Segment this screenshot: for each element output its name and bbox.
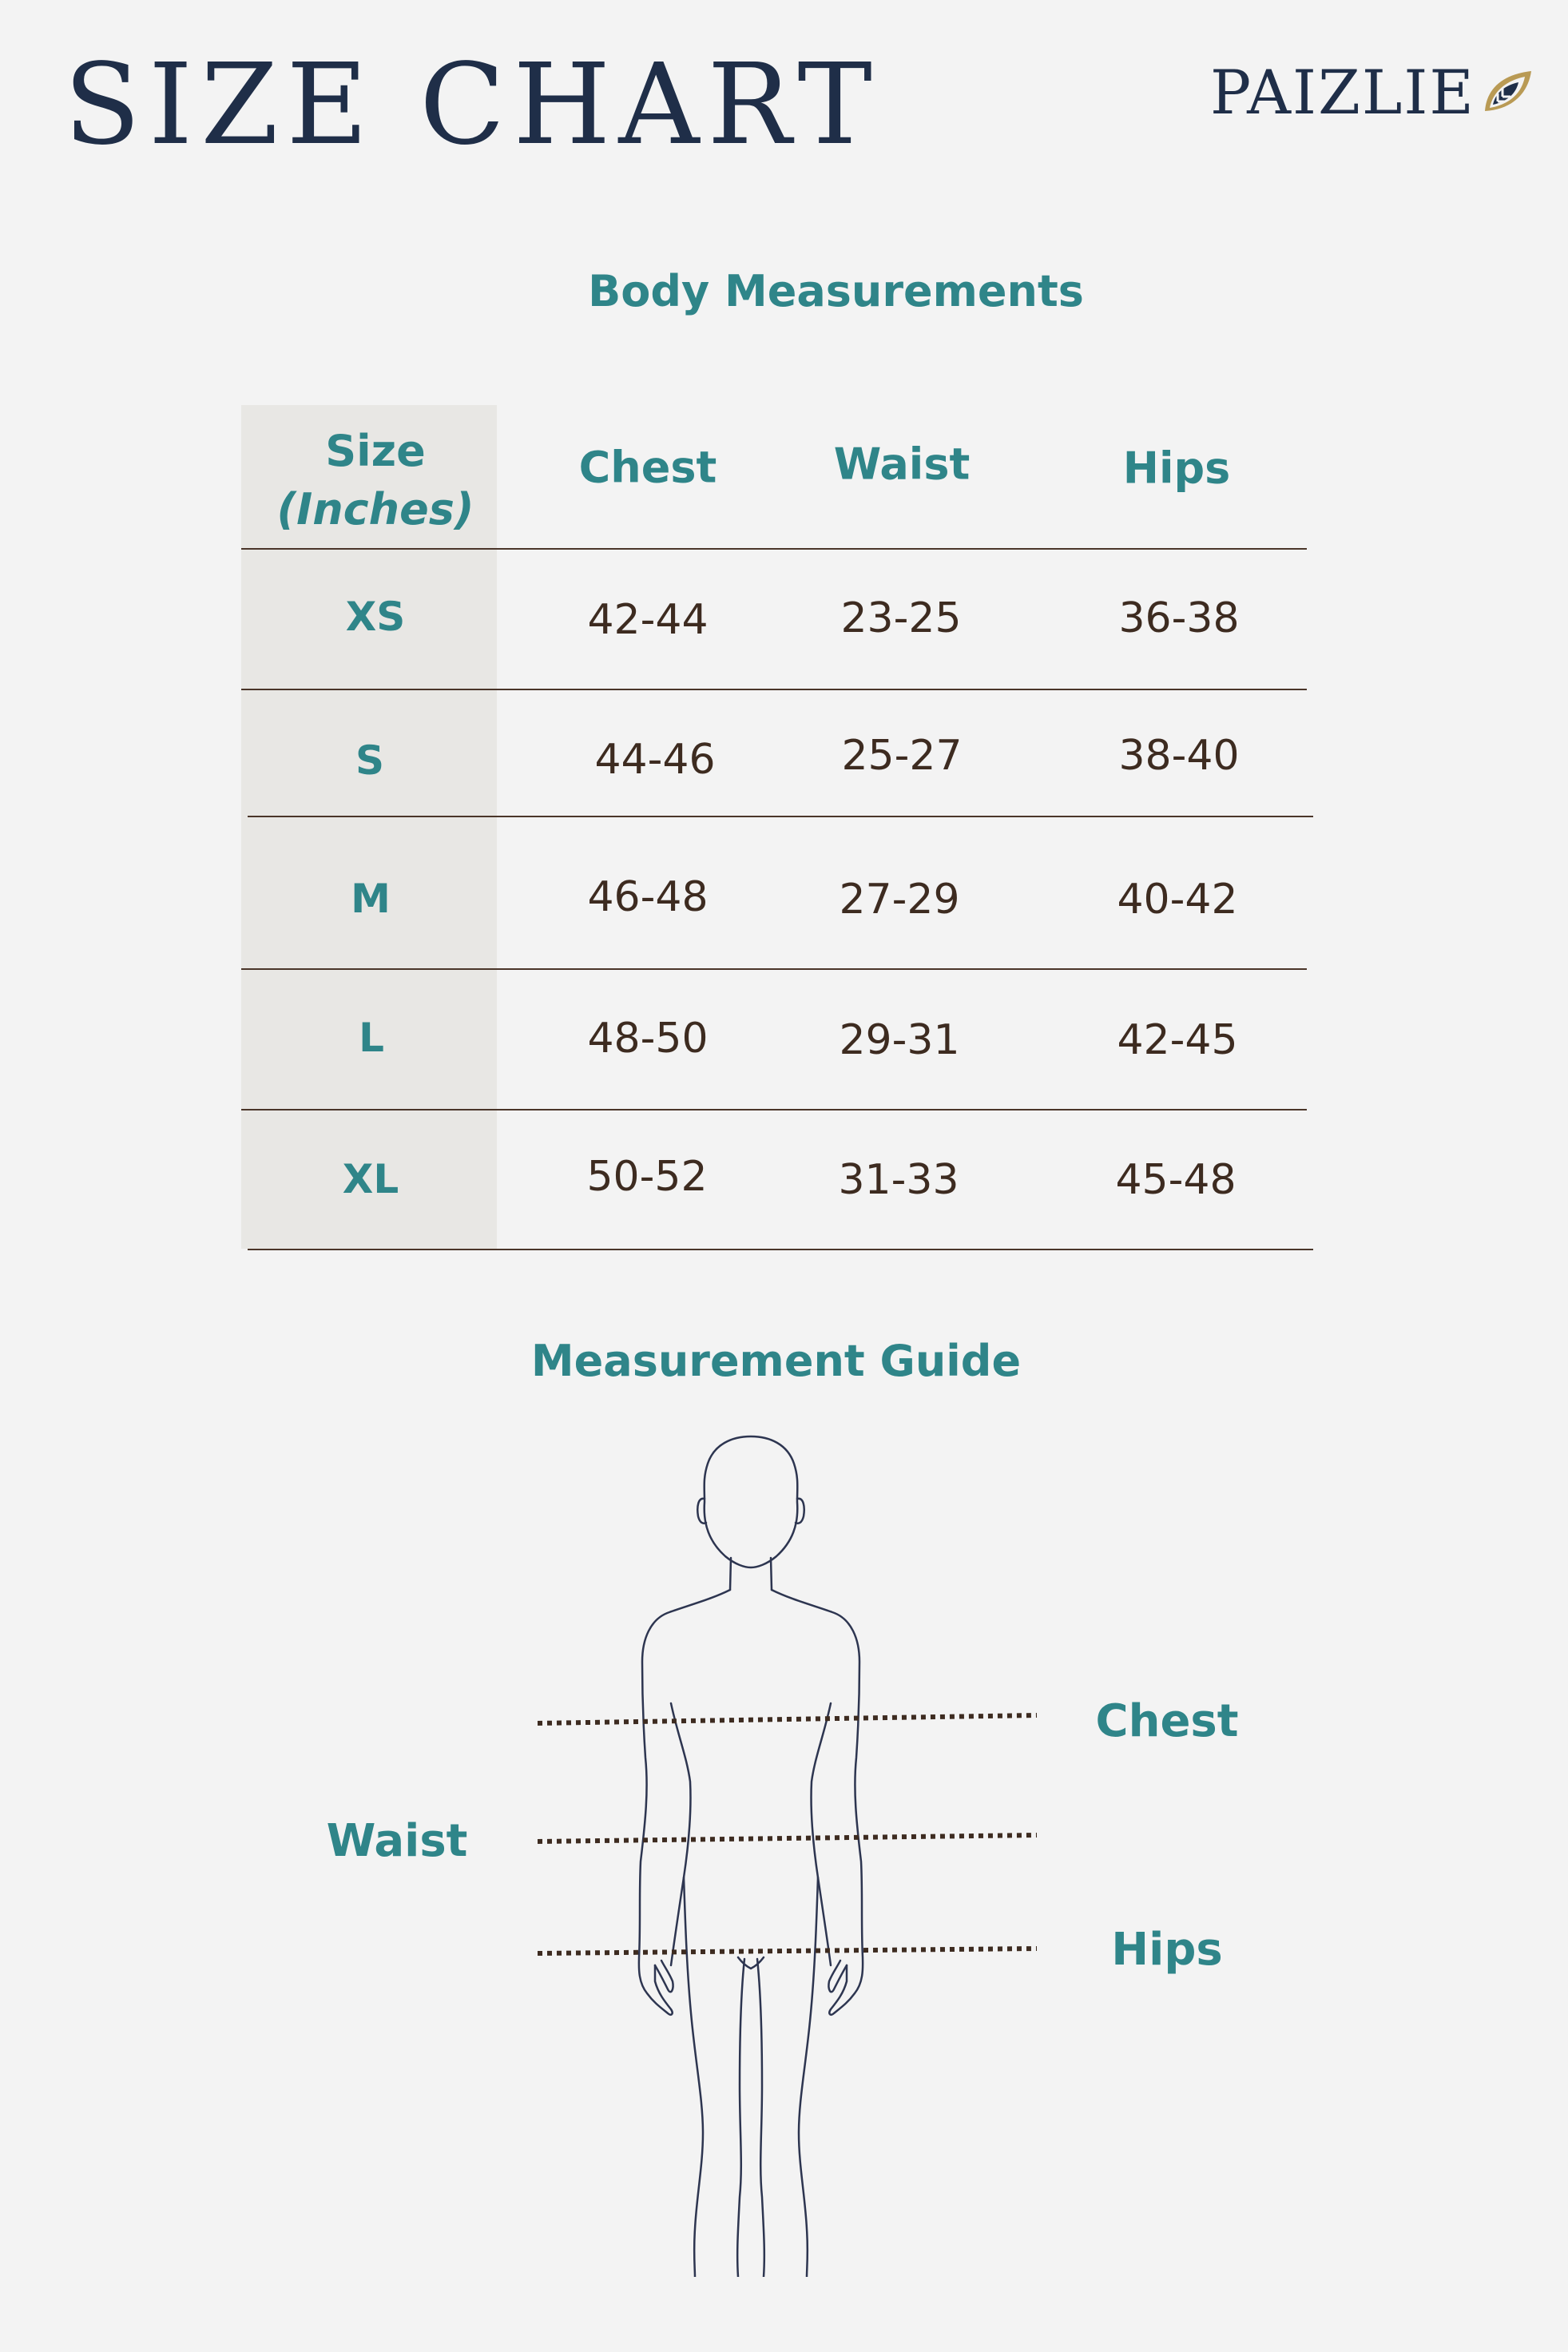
size-label-xs: XS (345, 594, 406, 640)
chest-value-s: 44-46 (594, 735, 716, 784)
hips-value-s: 38-40 (1118, 731, 1240, 780)
hips-value-xs: 36-38 (1118, 594, 1240, 642)
size-label-m: M (351, 876, 391, 922)
guide-label-hips: Hips (1111, 1924, 1223, 1976)
body-measurements-title: Body Measurements (588, 266, 1084, 316)
waist-measure-line (538, 1835, 1037, 1841)
hips-value-l: 42-45 (1117, 1015, 1238, 1064)
guide-label-waist: Waist (326, 1815, 468, 1867)
chest-value-m: 46-48 (587, 872, 709, 921)
size-label-l: L (359, 1015, 384, 1061)
size-label-s: S (355, 737, 385, 784)
waist-value-m: 27-29 (839, 875, 960, 924)
column-header-hips: Hips (1122, 443, 1231, 494)
hips-measure-line (538, 1949, 1037, 1953)
column-header-unit: (Inches) (276, 484, 474, 534)
column-header-chest: Chest (578, 442, 717, 493)
chest-measure-line (538, 1715, 1037, 1723)
chest-value-l: 48-50 (587, 1014, 709, 1063)
guide-label-chest: Chest (1095, 1695, 1239, 1747)
waist-value-s: 25-27 (841, 731, 963, 780)
waist-value-xs: 23-25 (840, 594, 962, 642)
measurement-guide-title: Measurement Guide (530, 1336, 1022, 1386)
chest-value-xs: 42-44 (587, 595, 709, 644)
waist-value-l: 29-31 (839, 1015, 960, 1064)
hips-value-xl: 45-48 (1115, 1155, 1237, 1204)
column-header-waist: Waist (833, 439, 971, 490)
size-label-xl: XL (342, 1156, 399, 1202)
page-title: SIZE CHART (64, 40, 880, 170)
brand-name: PAIZLIE (1210, 57, 1475, 128)
waist-value-xl: 31-33 (838, 1155, 959, 1204)
hips-value-m: 40-42 (1117, 875, 1238, 924)
column-header-size-label: Size (325, 426, 426, 477)
chest-value-xl: 50-52 (586, 1152, 708, 1201)
